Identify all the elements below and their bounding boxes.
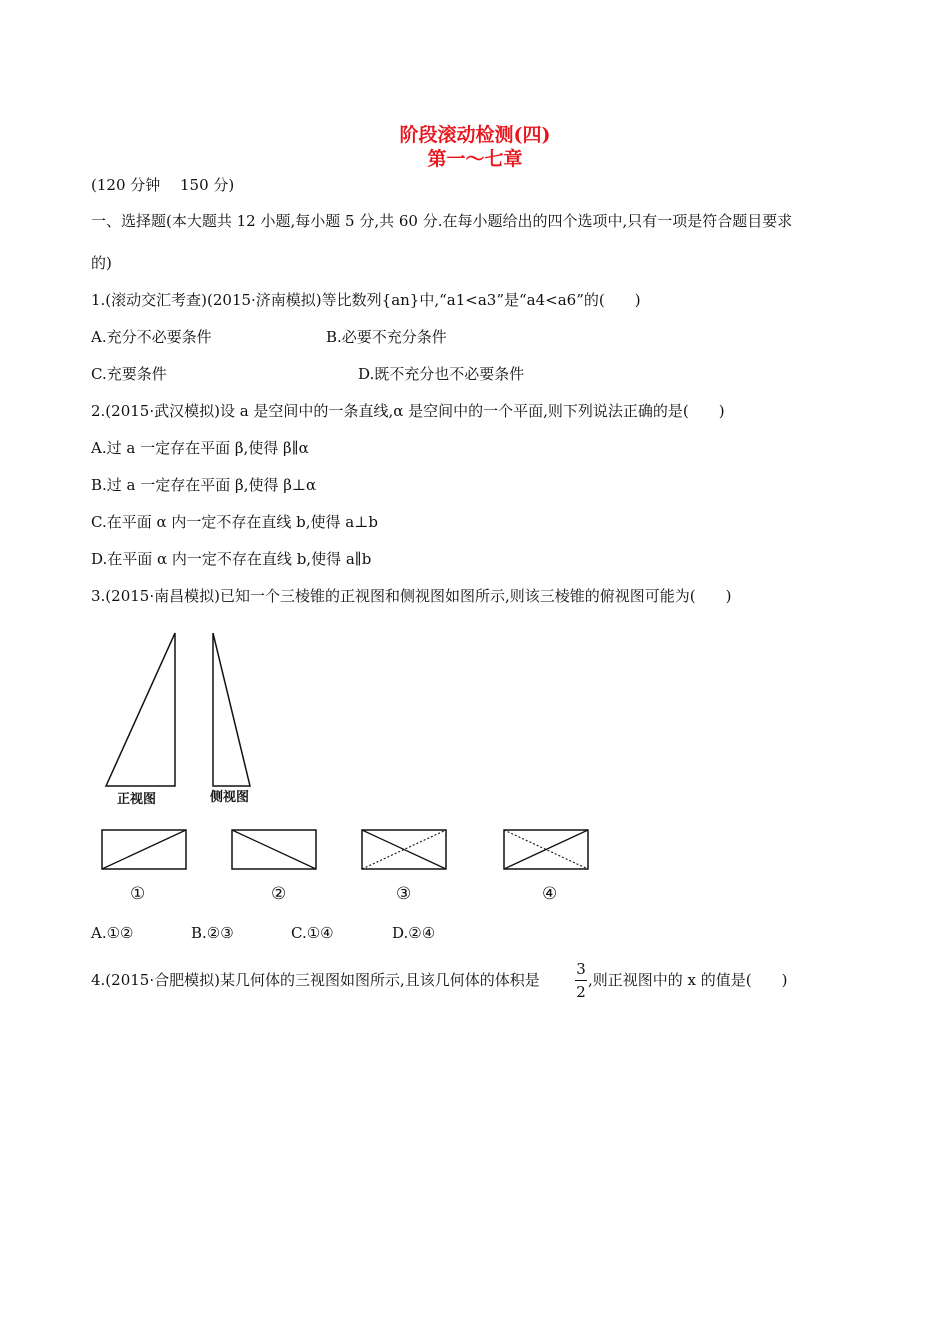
side-view-figure [205, 625, 260, 790]
question-2-option-d: D.在平面 α 内一定不存在直线 b,使得 a∥b [91, 550, 372, 568]
time-score: (120 分钟 150 分) [91, 176, 235, 194]
fraction-numerator: 3 [576, 960, 586, 978]
front-view-label: 正视图 [117, 792, 157, 807]
question-3-option-b: B.②③ [191, 924, 234, 942]
front-view-figure [100, 625, 185, 790]
option-label-2: ② [271, 884, 287, 904]
option-label-4: ④ [542, 884, 558, 904]
option-label-3: ③ [396, 884, 412, 904]
section-heading-line2: 的) [91, 254, 112, 272]
question-3-stem: 3.(2015·南昌模拟)已知一个三棱锥的正视图和侧视图如图所示,则该三棱锥的俯视图可能为( ) [91, 587, 732, 605]
question-3-option-a: A.①② [91, 924, 134, 942]
page-title: 阶段滚动检测(四) [399, 124, 551, 146]
option-label-1: ① [130, 884, 146, 904]
question-3-option-c: C.①④ [291, 924, 334, 942]
top-view-option-1 [95, 825, 195, 875]
fraction-denominator: 2 [576, 983, 586, 1001]
question-2-option-c: C.在平面 α 内一定不存在直线 b,使得 a⊥b [91, 513, 378, 531]
question-1-option-c: C.充要条件 [91, 365, 167, 383]
question-1-option-d: D.既不充分也不必要条件 [358, 365, 525, 383]
top-view-option-4 [497, 825, 597, 875]
question-2-stem: 2.(2015·武汉模拟)设 a 是空间中的一条直线,α 是空间中的一个平面,则下列说法正确的是( ) [91, 402, 725, 420]
question-4-stem-end: ,则正视图中的 x 的值是( ) [588, 971, 788, 989]
top-view-option-3 [355, 825, 455, 875]
side-view-label: 侧视图 [210, 790, 250, 805]
top-view-option-2 [225, 825, 325, 875]
fraction-bar [575, 980, 587, 981]
question-2-option-b: B.过 a 一定存在平面 β,使得 β⊥α [91, 476, 317, 494]
section-heading-line1: 一、选择题(本大题共 12 小题,每小题 5 分,共 60 分.在每小题给出的四个选项中,只有一项是符合题目要求 [91, 212, 793, 230]
question-1-option-b: B.必要不充分条件 [326, 328, 447, 346]
question-4-stem-start: 4.(2015·合肥模拟)某几何体的三视图如图所示,且该几何体的体积是 [91, 971, 540, 989]
question-1-option-a: A.充分不必要条件 [91, 328, 212, 346]
question-2-option-a: A.过 a 一定存在平面 β,使得 β∥α [91, 439, 309, 457]
question-1-stem: 1.(滚动交汇考查)(2015·济南模拟)等比数列{an}中,“a1<a3”是“a4<a6”的( ) [91, 291, 641, 309]
question-3-option-d: D.②④ [392, 924, 436, 942]
page-subtitle: 第一～七章 [427, 148, 523, 170]
